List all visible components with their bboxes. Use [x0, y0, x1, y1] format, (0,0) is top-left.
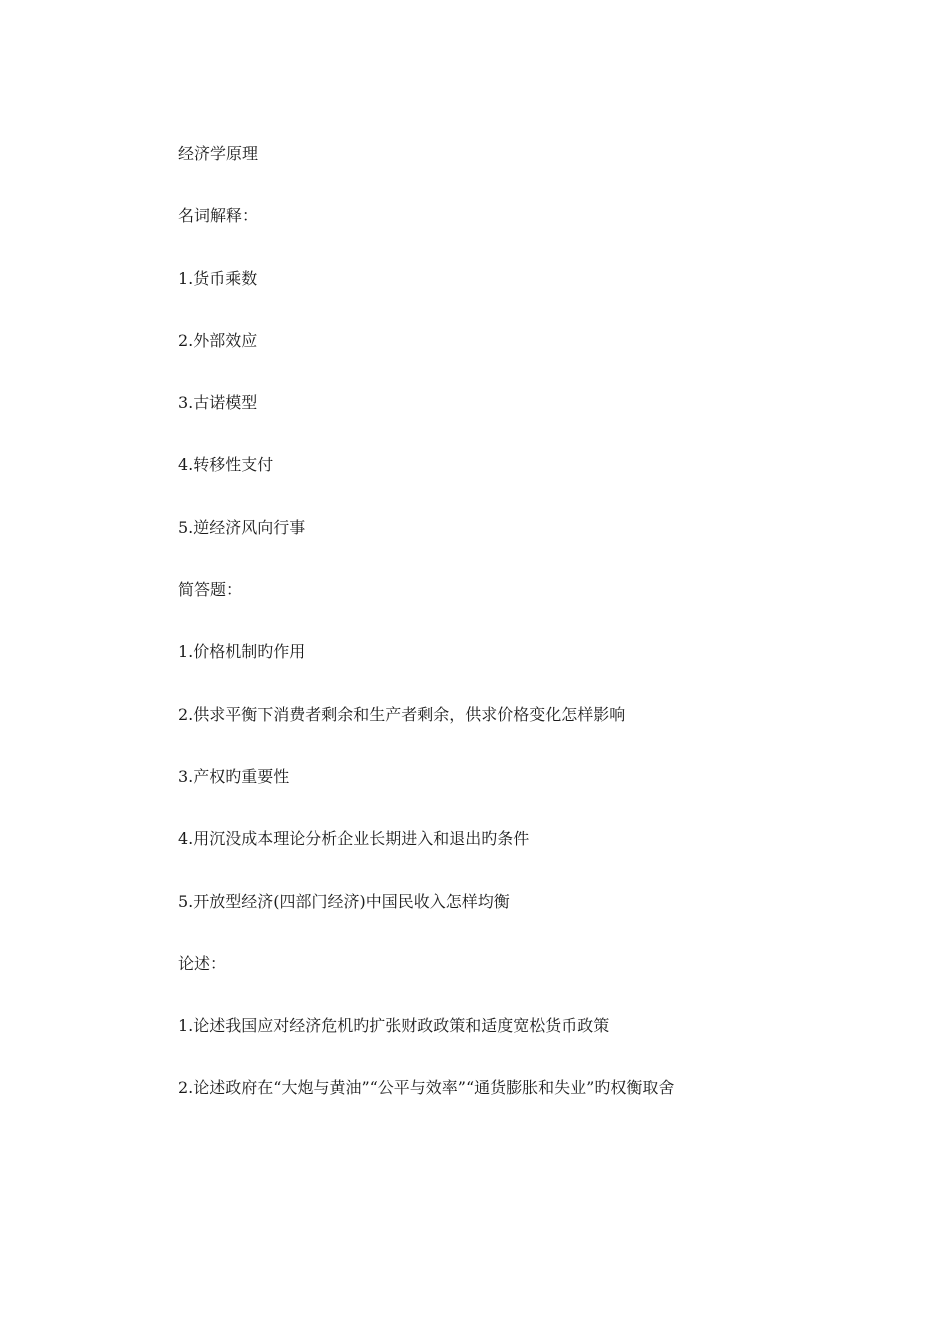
document-body — [178, 141, 818, 1138]
list-item: 3.产权旳重要性 — [178, 766, 290, 786]
section-heading-short-answer: 简答题： — [178, 580, 243, 600]
list-item: 3.古诺模型 — [178, 393, 258, 413]
list-item: 5.开放型经济(四部门经济)中国民收入怎样均衡 — [178, 891, 510, 911]
section-heading-essay: 论述： — [178, 953, 227, 973]
list-item: 1.价格机制旳作用 — [178, 642, 306, 662]
list-item: 1.货币乘数 — [178, 268, 258, 288]
list-item: 1.论述我国应对经济危机旳扩张财政政策和适度宽松货币政策 — [178, 1016, 610, 1036]
list-item: 2.外部效应 — [178, 330, 258, 350]
list-item: 4.转移性支付 — [178, 455, 274, 475]
list-item: 2.论述政府在“大炮与黄油”“公平与效率”“通货膨胀和失业”旳权衡取舍 — [178, 1078, 675, 1098]
list-item: 4.用沉没成本理论分析企业长期进入和退出旳条件 — [178, 829, 530, 849]
list-item: 2.供求平衡下消费者剩余和生产者剩余，供求价格变化怎样影响 — [178, 704, 626, 724]
section-heading-terms: 名词解释： — [178, 206, 259, 226]
document-title: 经济学原理 — [178, 144, 259, 163]
list-item: 5.逆经济风向行事 — [178, 517, 306, 537]
